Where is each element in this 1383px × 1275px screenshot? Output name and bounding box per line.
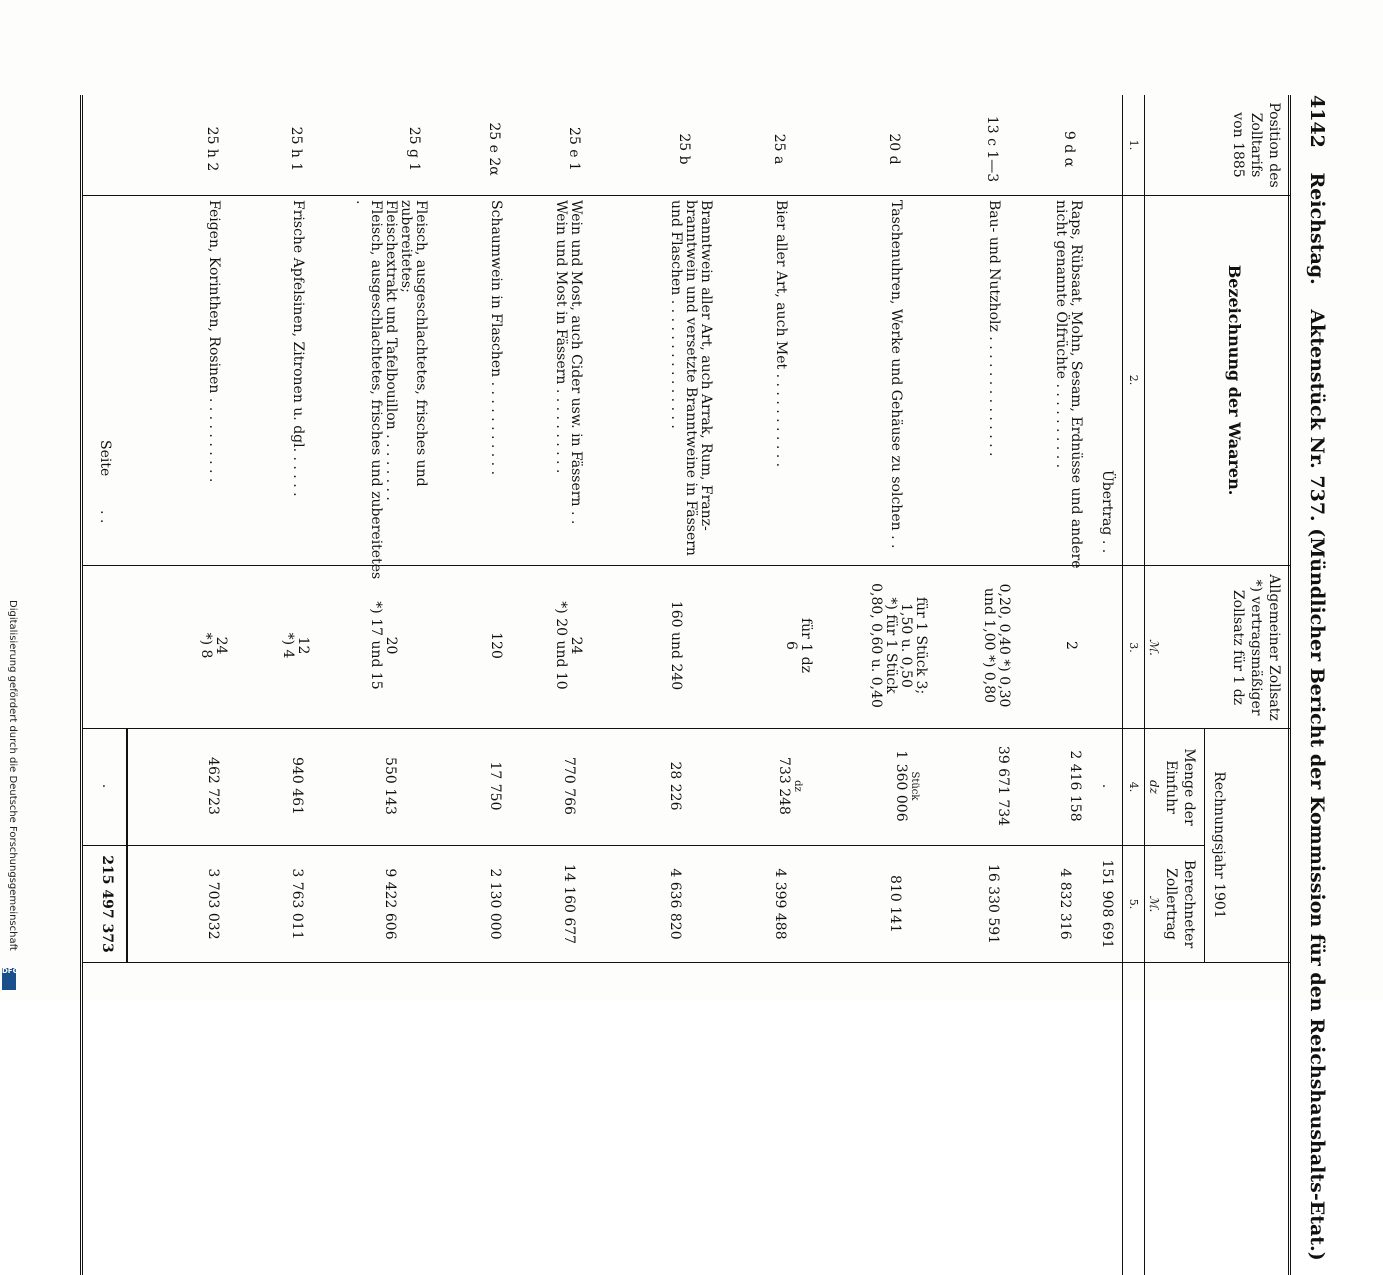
row-rate: 120	[488, 632, 504, 659]
row-description: Taschenuhren, Werke und Gehäuse zu solchen . .	[888, 200, 904, 549]
carry-over-qty: .	[1099, 783, 1115, 789]
row-rate: 160 und 240	[668, 600, 684, 691]
colnum-3: 3.	[1127, 642, 1140, 653]
row-position: 25 b	[676, 133, 692, 165]
col4-header: Menge der Einfuhr	[1163, 748, 1197, 826]
row-rate: für 1 Stück 3; 1,50 u. 0,50 *) für 1 Stück 0,80, 0,60 u. 0,40	[868, 583, 929, 708]
colnum-2: 2.	[1127, 374, 1140, 386]
row-description: Feigen, Korinthen, Rosinen . . . . . . . . . .	[206, 200, 222, 483]
row-rate: 24 *) 8	[198, 632, 229, 659]
footer-label: Seite	[97, 440, 113, 477]
row-position: 25 a	[771, 133, 787, 165]
dfg-logo: DFG	[2, 968, 16, 990]
page-number: 4142	[1306, 95, 1328, 148]
row-rate: für 1 dz 6	[783, 617, 814, 674]
row-amount: 14 160 677	[561, 863, 577, 945]
row-rate: 2	[1063, 641, 1079, 650]
col2-header: Bezeichnung der Waaren.	[1225, 264, 1244, 496]
row-amount: 3 763 011	[289, 868, 305, 940]
row-position: 25 h 1	[288, 126, 304, 172]
col3-unit: ℳ.	[1147, 639, 1161, 656]
row-quantity: 2 416 158	[1067, 750, 1083, 822]
row-quantity: 770 766	[561, 757, 577, 815]
carry-over-amount: 151 908 691	[1099, 859, 1115, 949]
row-quantity: 28 226	[667, 761, 683, 811]
col-divider-3	[83, 728, 1291, 729]
row-description: Fleisch, ausgeschlachtetes, frisches und zubereitetes; Fleischextrakt und Tafelbouillon . . . . . . . . Fleisch, ausgeschlachtetes, frisches und zubereitetes .	[353, 200, 429, 580]
row-quantity: 462 723	[205, 757, 221, 815]
row-description: Bau- und Nutzholz . . . . . . . . . . . . . .	[986, 200, 1002, 457]
row-description: Wein und Most, auch Cider usw. in Fässern . . Wein und Most in Fässern . . . . . . . . . .	[553, 200, 584, 525]
carry-over-label: Übertrag . .	[1099, 470, 1115, 554]
row-quantity: 17 750	[487, 761, 503, 811]
row-position: 13 c 1—3	[984, 115, 1000, 183]
header-bottom-rule	[1144, 95, 1145, 1275]
row-description: Raps, Rübsaat, Mohn, Sesam, Erdnüsse und andere nicht genannte Ölfrüchte . . . . . . . . . .	[1053, 200, 1084, 569]
row-rate: 12 *) 4	[280, 632, 311, 659]
colnum-4: 4.	[1127, 781, 1140, 793]
digitization-credit	[0, 600, 20, 990]
row-position: 25 e 1	[566, 127, 582, 171]
col1-header: Position des Zolltarifs von 1885	[1230, 102, 1282, 188]
footer-dots: . .	[97, 510, 113, 524]
row-amount: 810 141	[887, 875, 903, 933]
table-right-rule	[83, 962, 1291, 963]
row-amount: 4 636 820	[667, 868, 683, 940]
col-divider-4	[83, 845, 1205, 846]
row-position: 20 d	[886, 133, 902, 165]
row-rate: 20 *) 17 und 15	[368, 601, 399, 690]
row-description: Schaumwein in Flaschen . . . . . . . . . . .	[488, 200, 504, 476]
row-quantity: 1 360 006	[893, 750, 909, 822]
row-description: Frische Apfelsinen, Zitronen u. dgl. . . . . .	[290, 200, 306, 497]
row-amount: 3 703 032	[205, 868, 221, 940]
row-amount: 2 130 000	[487, 868, 503, 940]
row-quantity: 940 461	[289, 757, 305, 815]
col3-header: Allgemeiner Zollsatz *) vertragsmäßiger Zollsatz für 1 dz	[1230, 574, 1282, 721]
group-header: Rechnungsjahr 1901	[1211, 771, 1227, 919]
row-description: Branntwein aller Art, auch Arrak, Rum, Franz- branntwein und versetzte Branntweine in Fässern und Flaschen . . . . . . . . . . . . . . .	[668, 200, 714, 556]
row-quantity: 39 671 734	[995, 745, 1011, 827]
colnum-bottom-rule	[1122, 95, 1123, 1275]
row-quantity: 550 143	[382, 757, 398, 815]
row-description: Bier aller Art, auch Met . . . . . . . . . . .	[773, 200, 789, 468]
row-amount: 4 399 488	[772, 868, 788, 940]
col5-header: Berechneter Zollertrag	[1163, 859, 1197, 949]
footer-amount: 215 497 373	[99, 855, 115, 953]
row-position: 25 g 1	[406, 126, 422, 172]
colnum-5: 5.	[1127, 898, 1140, 910]
row-rate: 0,20, 0,40 *) 0,30 und 1,00 *) 0,80	[981, 583, 1012, 708]
row-rate: 24 *) 20 und 10	[553, 601, 584, 690]
footer-qty: .	[99, 783, 115, 789]
col5-unit: ℳ.	[1147, 895, 1161, 913]
running-title: Reichstag.	[1306, 172, 1328, 285]
row-quantity: 733 248	[776, 757, 792, 815]
row-amount: 9 422 606	[382, 868, 398, 940]
row-amount: 16 330 591	[985, 863, 1001, 945]
row-qty-unit: Stück	[909, 771, 920, 801]
col4-unit: dz	[1147, 779, 1161, 794]
col-divider-1	[83, 195, 1291, 196]
row-position: 25 e 2α	[486, 122, 502, 176]
table-bottom-rule	[80, 95, 83, 1275]
colnum-1: 1.	[1127, 139, 1140, 151]
row-amount: 4 832 316	[1057, 868, 1073, 940]
page-header	[1300, 95, 1328, 1275]
row-position: 25 h 2	[204, 126, 220, 172]
digitization-credit-text: Digitalisierung gefördert durch die Deutsche Forschungsgemeinschaft	[7, 600, 18, 951]
row-qty-unit: dz	[792, 780, 803, 792]
table-top-rule	[1288, 95, 1291, 1275]
document-title: Aktenstück Nr. 737. (Mündlicher Bericht der Kommission für den Reichshaushalts-Etat.)	[1306, 309, 1328, 1261]
row-position: 9 d α	[1061, 130, 1077, 168]
